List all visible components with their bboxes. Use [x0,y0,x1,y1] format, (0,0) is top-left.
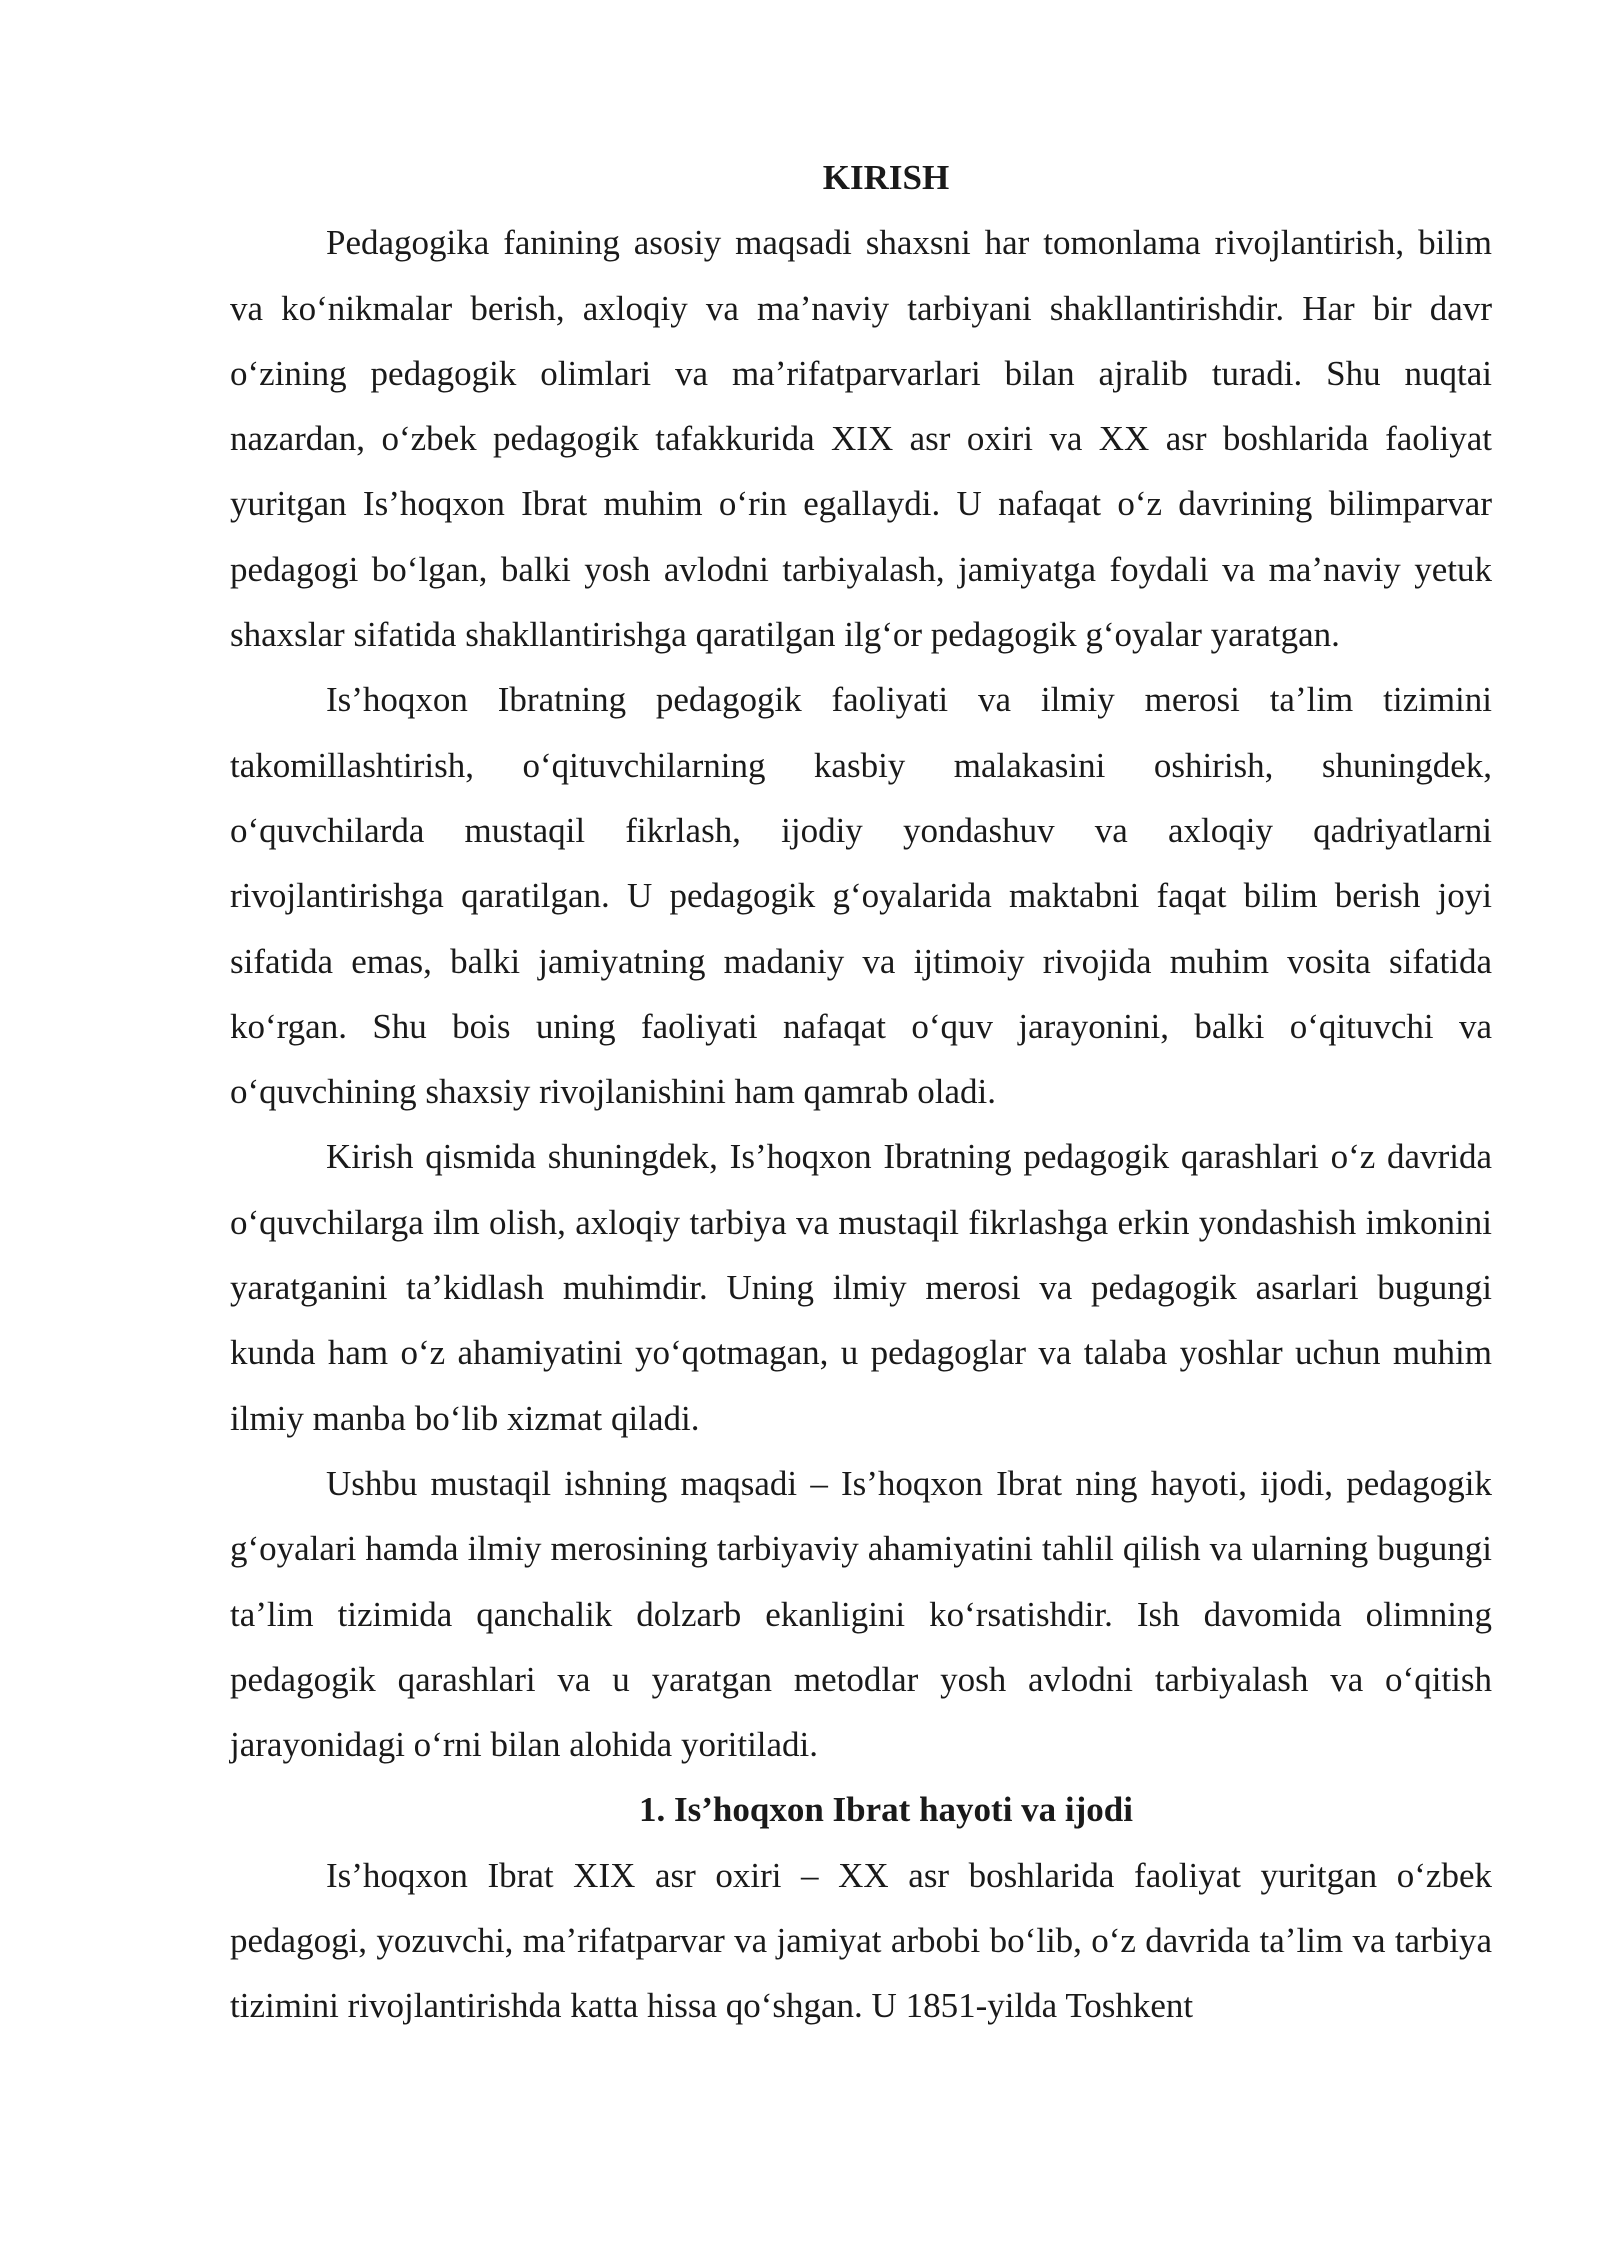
intro-paragraph-3: Kirish qismida shuningdek, Is’hoqxon Ibratning pedagogik qarashlari oʻz davrida oʻquvchilarga ilm olish, axloqiy tarbiya va mustaqil fikrlashga erkin yondashish imkonini yaratganini taʼkidlash muhimdir. Uning ilmiy merosi va pedagogik asarlari bugungi kunda ham oʻz ahamiyatini yoʻqotmagan, u pedagoglar va talaba yoshlar uchun muhim ilmiy manba boʻlib xizmat qiladi. [230,1137,1492,1438]
intro-paragraph-4: Ushbu mustaqil ishning maqsadi – Is’hoqxon Ibrat ning hayoti, ijodi, pedagogik gʻoyalari hamda ilmiy merosining tarbiyaviy ahamiyatini tahlil qilish va ularning bugungi taʼlim tizimida qanchalik dolzarb ekanligini koʻrsatishdir. Ish davomida olimning pedagogik qarashlari va u yaratgan metodlar yosh avlodni tarbiyalash va oʻqitish jarayonidagi oʻrni bilan alohida yoritiladi. [230,1463,1492,1765]
intro-paragraph-2: Is’hoqxon Ibratning pedagogik faoliyati va ilmiy merosi taʼlim tizimini takomillashtirish, oʻqituvchilarning kasbiy malakasini oshirish, shuningdek, oʻquvchilarda mustaqil fikrlash, ijodiy yondashuv va axloqiy qadriyatlarni rivojlantirishga qaratilgan. U pedagogik gʻoyalarida maktabni faqat bilim berish joyi sifatida emas, balki jamiyatning madaniy va ijtimoiy rivojida muhim vosita sifatida koʻrgan. Shu bois uning faoliyati nafaqat oʻquv jarayonini, balki oʻqituvchi va oʻquvchining shaxsiy rivojlanishini ham qamrab oladi. [230,680,1492,1112]
section-paragraph-1: Is’hoqxon Ibrat XIX asr oxiri – XX asr boshlarida faoliyat yuritgan oʻzbek pedagogi, yozuvchi, maʼrifatparvar va jamiyat arbobi boʻlib, oʻz davrida taʼlim va tarbiya tizimini rivojlantirishda katta hissa qoʻshgan. U 1851-yilda Toshkent [230,1855,1492,2026]
document-page [230,145,1492,2039]
intro-paragraph-1: Pedagogika fanining asosiy maqsadi shaxsni har tomonlama rivojlantirish, bilim va koʻnikmalar berish, axloqiy va maʼnaviy tarbiyani shakllantirishdir. Har bir davr oʻzining pedagogik olimlari va maʼrifatparvarlari bilan ajralib turadi. Shu nuqtai nazardan, oʻzbek pedagogik tafakkurida XIX asr oxiri va XX asr boshlarida faoliyat yuritgan Is’hoqxon Ibrat muhim oʻrin egallaydi. U nafaqat oʻz davrining bilimparvar pedagogi boʻlgan, balki yosh avlodni tarbiyalash, jamiyatga foydali va maʼnaviy yetuk shaxslar sifatida shakllantirishga qaratilgan ilgʻor pedagogik gʻoyalar yaratgan. [230,223,1492,655]
page-title: KIRISH [822,158,950,197]
section-heading: 1. Is’hoqxon Ibrat hayoti va ijodi [639,1790,1133,1830]
